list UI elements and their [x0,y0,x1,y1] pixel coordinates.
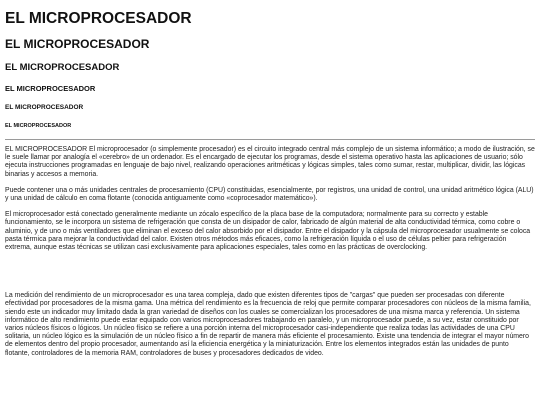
heading-level-5: EL MICROPROCESADOR [5,104,84,112]
paragraph-intro: EL MICROPROCESADOR El microprocesador (o simplemente procesador) es el circuito integrado central más complejo de un sistema informático; a modo de ilustración, se le suele llamar por analogía el «cerebro» de un ordenador. Es el encargado de ejecutar los programas, desde el sistema operativo hasta las aplicaciones de usuario; sólo ejecuta instrucciones programadas en lenguaje de bajo nivel, realizando operaciones aritméticas y lógicas simples, tales como sumar, restar, multiplicar, dividir, las lógicas binarias y accesos a memoria. [5,145,535,178]
heading-level-3: EL MICROPROCESADOR [5,61,120,73]
heading-level-4: EL MICROPROCESADOR [5,83,96,93]
horizontal-divider [5,139,535,140]
heading-level-2: EL MICROPROCESADOR [5,36,150,51]
paragraph-cpu-units: Puede contener una o más unidades centrales de procesamiento (CPU) constituidas, esencialmente, por registros, una unidad de control, una unidad aritmético lógica (ALU) y una unidad de cálculo en coma flotante (conocida antiguamente como «coprocesador matemático»). [5,186,534,202]
paragraph-performance: La medición del rendimiento de un microprocesador es una tarea compleja, dado que existen diferentes tipos de "cargas" que pueden ser procesadas con diferente efectividad por procesadores de la misma gama. Una métrica del rendimiento es la frecuencia de reloj que permite comparar procesadores con núcleos de la misma familia, siendo este un indicador muy limitado dada la gran variedad de diseños con los cuales se comercializan los procesadores de una misma marca y referencia. Un sistema informático de alto rendimiento puede estar equipado con varios microprocesadores trabajando en paralelo, y un microprocesador puede, a su vez, estar constituido por varios núcleos físicos o lógicos. Un núcleo físico se refiere a una porción interna del microprocesador casi-independiente que realiza todas las actividades de una CPU solitaria, un núcleo lógico es la simulación de un núcleo físico a fin de repartir de manera más eficiente el procesamiento. Existe una tendencia de integrar el mayor número de elementos dentro del propio procesador, aumentando así la eficiencia energética y la miniaturización. Entre los elementos integrados están las unidades de punto flotante, controladores de la memoria RAM, controladores de buses y procesadores dedicados de video. [5,292,531,357]
paragraph-cooling: El microprocesador está conectado generalmente mediante un zócalo específico de la placa base de la computadora; normalmente para su correcto y estable funcionamiento, se le incorpora un sistema de refrigeración que consta de un disipador de calor, fabricado de algún material de alta conductividad térmica, como cobre o aluminio, y de uno o más ventiladores que eliminan el exceso del calor absorbido por el disipador. Entre el disipador y la cápsula del microprocesador usualmente se coloca pasta térmica para mejorar la conductividad del calor. Existen otros métodos más eficaces, como la refrigeración líquida o el uso de células peltier para refrigeración extrema, aunque estas técnicas se utilizan casi exclusivamente para aplicaciones especiales, tales como en las prácticas de overclocking. [5,211,531,251]
heading-level-1: EL MICROPROCESADOR [5,10,192,27]
heading-level-6: EL MICROPROCESADOR [5,122,72,129]
